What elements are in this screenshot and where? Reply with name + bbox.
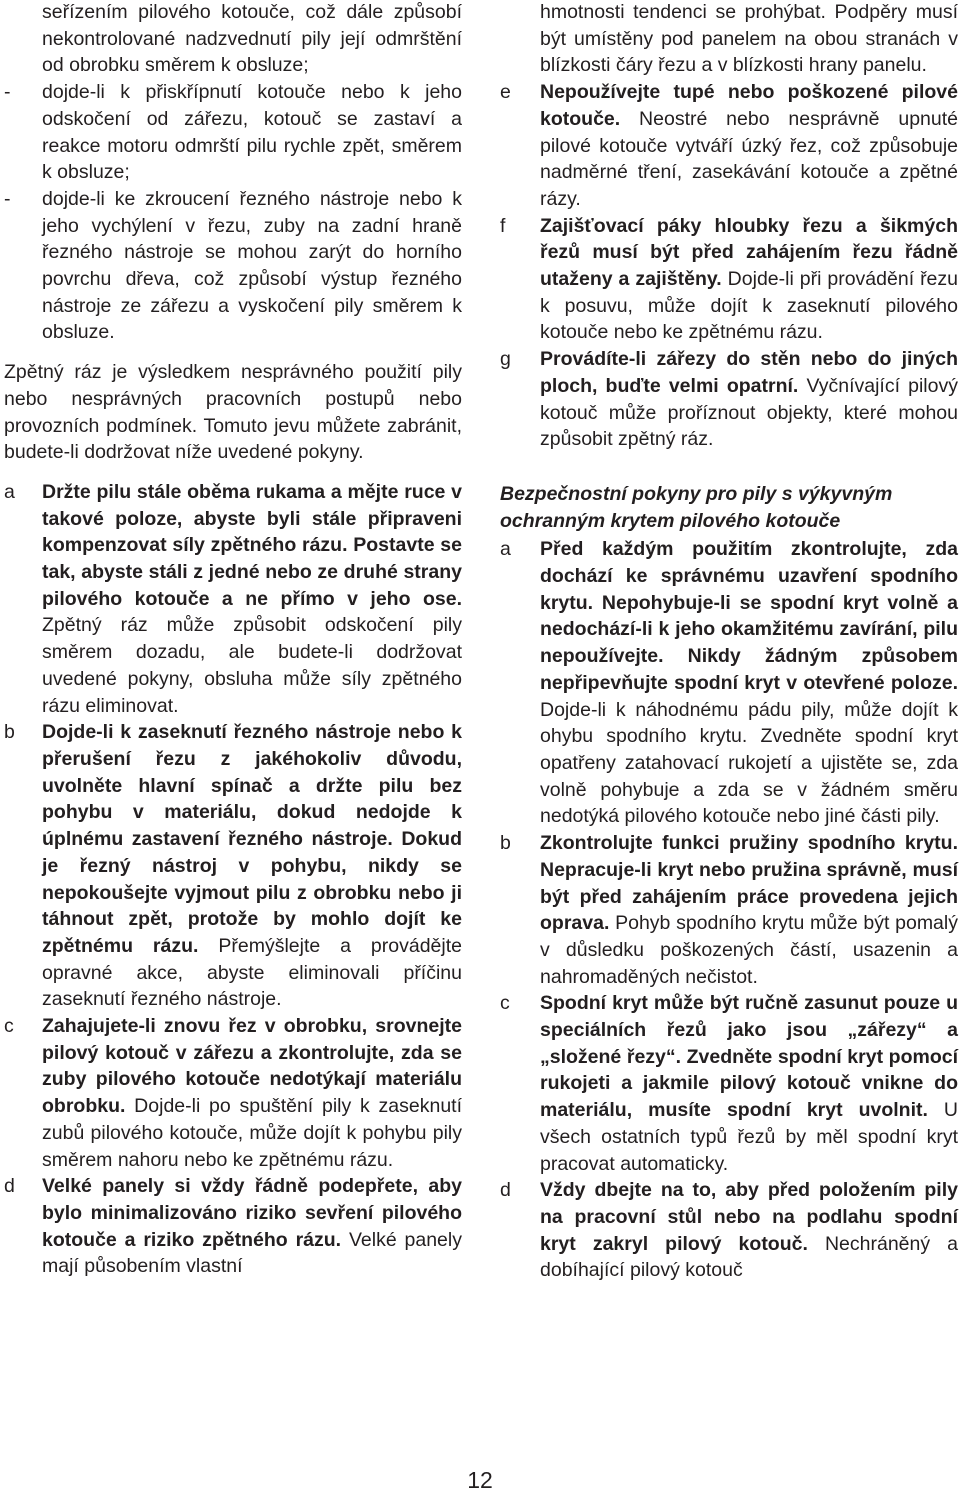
left-column xyxy=(4,0,462,1280)
dash-item-text: dojde-li ke zkroucení řezného nástroje nebo k jeho vychýlení v řezu, zuby na zadní hraně řezného nástroje se mohou zarýt do horního povrchu dřeva, což způsobí výstup řezného nástroje ze zářezu a vyskočení pily směrem k obsluze. xyxy=(42,187,462,344)
item-marker: g xyxy=(500,348,511,371)
item-bold-text: Držte pilu stále oběma rukama a mějte ruce v takové poloze, abyste byli stále připraveni kompenzovat síly zpětného rázu. Postavte se tak, abyste stáli z jedné nebo ze druhé strany pilového kotouče a ne přímo v jeho ose. xyxy=(42,480,462,610)
item-text: Pohyb spodního krytu může být pomalý v důsledku poškozených částí, usazenin a nahromaděných nečistot. xyxy=(540,912,958,988)
dash-item xyxy=(4,79,462,186)
page-number: 12 xyxy=(467,1467,493,1493)
item-marker: b xyxy=(500,832,511,855)
guard-item-d xyxy=(500,1177,958,1284)
section-heading: Bezpečnostní pokyny pro pily s výkyvným ochranným krytem pilového kotouče xyxy=(500,482,893,532)
dash-item xyxy=(4,186,462,346)
item-text: Neostré nebo nesprávně upnuté pilové kotouče vytváří úzký řez, což způsobuje nadměrné tření, zasekávání kotouče a zpětné rázy. xyxy=(540,107,958,210)
continuation-right: hmotnosti tendenci se prohýbat. Podpěry musí být umístěny pod panelem na obou stranách v blízkosti čáry řezu a v blízkosti hrany panelu. xyxy=(540,1,958,77)
item-text: Zpětný ráz může způsobit odskočení pily směrem dozadu, ale budete-li dodržovat uvedené pokyny, obsluha může síly zpětného rázu eliminovat. xyxy=(42,614,462,717)
dash-marker: - xyxy=(4,187,11,210)
item-bold-text: Dojde-li k zaseknutí řezného nástroje nebo k přerušení řezu z jakéhokoliv důvodu, uvolněte hlavní spínač a držte pilu bez pohybu v materiálu, dokud nedojde k úplnému zastavení řezného nástroje. Dokud je řezný nástroj v pohybu, nikdy se nepokoušejte vyjmout pilu z obrobku nebo ji táhnout zpět, protože by mohlo dojít ke zpětnému rázu. xyxy=(42,721,462,957)
item-text: U všech ostatních typů řezů by měl spodní kryt pracovat automaticky. xyxy=(540,1099,959,1175)
item-bold-text: Zahajujete-li znovu řez v obrobku, srovnejte pilový kotouč v zářezu a zkontrolujte, zda se zuby pilového kotouče nedotýkají materiálu obrobku. xyxy=(42,1015,462,1118)
item-text: Přemýšlejte a provádějte opravné akce, abyste eliminovali příčinu zaseknutí řezného nástroje. xyxy=(42,934,462,1011)
dash-item-text: dojde-li k přiskřípnutí kotouče nebo k jeho odskočení od zářezu, kotouč se zastaví a reakce motoru odmrští pilu rychle zpět, směrem k obsluze; xyxy=(42,81,462,184)
item-marker: b xyxy=(4,721,15,744)
instruction-item-g xyxy=(500,346,958,453)
dash-marker: - xyxy=(4,81,11,104)
item-bold-text: Zkontrolujte funkci pružiny spodního krytu. Nepracuje-li kryt nebo pružina správně, musí být před zahájením práce provedena jejich oprava. xyxy=(540,832,958,935)
item-marker: a xyxy=(500,538,511,561)
continuation-text xyxy=(500,0,958,79)
item-bold-text: Spodní kryt může být ručně zasunut pouze u speciálních řezů jako jsou „zářezy“ a „složené řezy“. Zvedněte spodní kryt pomocí rukojeti a jakmile pilový kotouč vnikne do materiálu, musíte spodní kryt uvolnit. xyxy=(540,992,958,1122)
right-column xyxy=(500,0,958,1284)
item-text: Dojde-li při provádění řezu k posuvu, může dojít k zaseknutí pilového kotouče nebo ke zpětnému rázu. xyxy=(540,268,958,344)
item-marker: c xyxy=(500,992,510,1015)
item-marker: a xyxy=(4,480,15,503)
guard-item-c xyxy=(500,990,958,1177)
item-text: Vyčnívající pilový kotouč může proříznout objekty, které mohou způsobit zpětný ráz. xyxy=(540,374,958,451)
item-bold-text: Provádíte-li zářezy do stěn nebo do jiných ploch, buďte velmi opatrní. xyxy=(540,348,958,397)
item-bold-text: Zajišťovací páky hloubky řezu a šikmých řezů musí být před zahájením řezu řádně utaženy a zajištěny. xyxy=(540,214,958,291)
instruction-item-c xyxy=(4,1013,462,1173)
item-bold-text: Vždy dbejte na to, aby před položením pily na pracovní stůl nebo na podlahu spodní kryt zakryl pilový kotouč. xyxy=(540,1179,958,1255)
item-bold-text: Nepoužívejte tupé nebo poškozené pilové kotouče. xyxy=(540,81,958,130)
item-bold-text: Velké panely si vždy řádně podepřete, aby bylo minimalizováno riziko sevření pilového kotouče a riziko zpětného rázu. xyxy=(42,1175,462,1251)
item-text: Dojde-li k náhodnému pádu pily, může dojít k ohybu spodního krytu. Zvedněte spodní kryt opatřeny zatahovací rukojetí a ujistěte se, zda volně pohybuje a zda se v žádném směru nedotýká pilového kotouče nebo jiné části pily. xyxy=(540,698,958,828)
guard-item-b xyxy=(500,830,958,990)
item-text: Nechráněný a dobíhající pilový kotouč xyxy=(540,1232,958,1282)
item-text: Dojde-li po spuštění pily k zaseknutí zubů pilového kotouče, může dojít k pohybu pily směrem nahoru nebo ke zpětnému rázu. xyxy=(42,1095,462,1171)
instruction-item-a xyxy=(4,479,462,719)
item-bold-text: Před každým použitím zkontrolujte, zda dochází ke správnému uzavření spodního krytu. Nepohybuje-li se spodní kryt volně a nedochází-li k jeho okamžitému zavírání, pilu nepoužívejte. Nikdy žádným způsobem nepřipevňujte spodní kryt v otevřené poloze. xyxy=(540,538,958,694)
item-marker: c xyxy=(4,1015,14,1038)
instruction-item-f xyxy=(500,213,958,347)
item-marker: d xyxy=(4,1175,15,1198)
continuation-text xyxy=(4,0,462,79)
kickback-paragraph: Zpětný ráz je výsledkem nesprávného použití pily nebo nesprávných pracovních postupů nebo provozních podmínek. Tomuto jevu můžete zabránit, budete-li dodržovat níže uvedené pokyny. xyxy=(4,361,462,464)
item-marker: d xyxy=(500,1179,511,1202)
instruction-item-e xyxy=(500,79,958,213)
instruction-item-d xyxy=(4,1173,462,1280)
item-text: Velké panely mají působením vlastní xyxy=(42,1228,462,1278)
item-marker: e xyxy=(500,81,511,104)
instruction-item-b xyxy=(4,719,462,1013)
item-marker: f xyxy=(500,214,506,237)
guard-item-a xyxy=(500,536,958,830)
continuation-left: seřízením pilového kotouče, což dále způsobí nekontrolované nadzvednutí pily její odmrštění od obrobku směrem k obsluze; xyxy=(42,1,462,77)
